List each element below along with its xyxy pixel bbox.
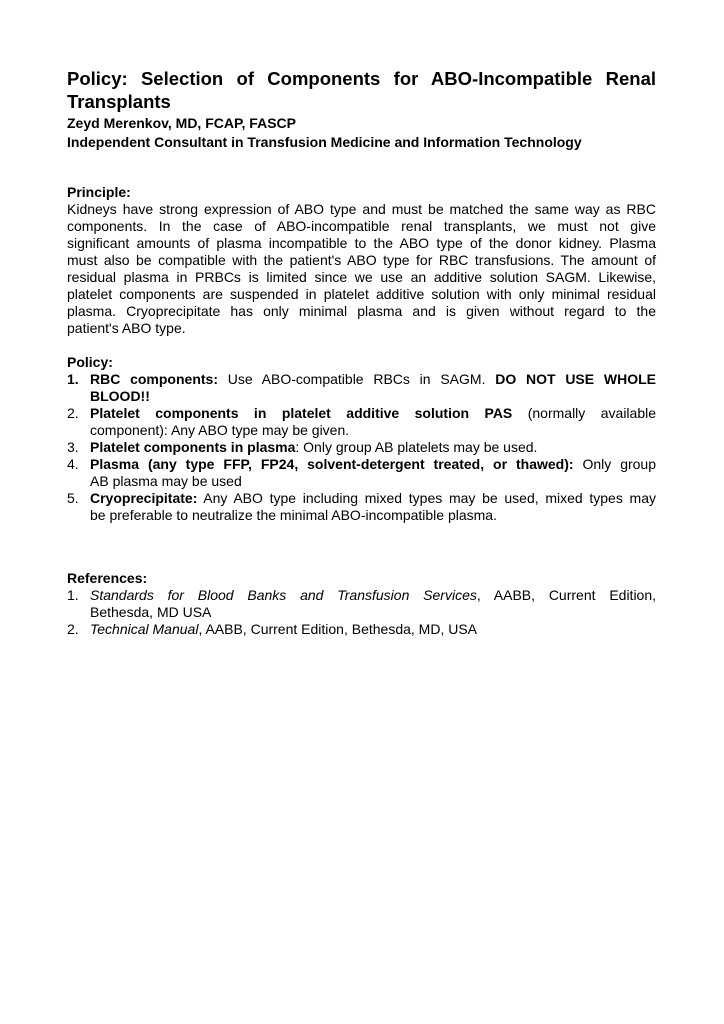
text-segment: Only group (573, 456, 657, 472)
references-heading: References: (67, 570, 148, 586)
text-segment: platelet components are suspended in platelet additive solution with only minimal residual (67, 286, 656, 302)
references-list (67, 587, 656, 638)
document-title (67, 67, 656, 113)
text-line (67, 286, 656, 303)
list-item (67, 456, 656, 490)
text-line (90, 371, 656, 388)
list-item-text (90, 587, 656, 621)
text-line (90, 490, 656, 507)
list-item-text (90, 621, 656, 638)
list-item-text (90, 439, 656, 456)
text-line (90, 439, 656, 456)
text-line (90, 621, 656, 638)
text-line (90, 422, 656, 439)
text-segment: Cryoprecipitate: (90, 490, 198, 506)
text-line (67, 252, 656, 269)
text-segment: BLOOD!! (90, 388, 150, 404)
text-segment: Platelet components in platelet additive solution PAS (90, 405, 513, 421)
text-segment: component): Any ABO type may be given. (90, 422, 350, 438)
text-segment: Bethesda, MD USA (90, 604, 212, 620)
text-line (90, 456, 656, 473)
list-item (67, 371, 656, 405)
principle-paragraph (67, 201, 656, 337)
text-segment: AB plasma may be used (90, 473, 242, 489)
document-content (67, 67, 656, 638)
text-segment: Policy: Selection of Components for ABO-Incompatible Renal (67, 68, 656, 89)
list-item-number: 2. (67, 405, 79, 421)
text-segment: Plasma (any type FFP, FP24, solvent-detergent treated, or thawed): (90, 456, 574, 472)
list-item (67, 587, 656, 621)
text-line (67, 90, 656, 113)
principle-heading: Principle: (67, 184, 131, 200)
list-item (67, 439, 656, 456)
author-affiliation: Independent Consultant in Transfusion Medicine and Information Technology (67, 133, 582, 150)
text-line (90, 405, 656, 422)
list-item-text (90, 456, 656, 490)
text-segment: (normally available (512, 405, 657, 421)
list-item-number: 1. (67, 587, 79, 603)
text-line (67, 269, 656, 286)
list-item (67, 621, 656, 638)
author-block (67, 114, 656, 151)
text-line (67, 303, 656, 320)
text-segment: be preferable to neutralize the minimal ABO-incompatible plasma. (90, 507, 497, 523)
text-segment: , AABB, Current Edition, Bethesda, MD, USA (198, 621, 478, 637)
text-line (90, 587, 656, 604)
list-item-number: 3. (67, 439, 79, 455)
text-segment: Platelet components in plasma (90, 439, 296, 455)
text-segment: DO NOT USE WHOLE (495, 371, 656, 387)
text-segment: Transplants (67, 91, 171, 112)
text-line (67, 235, 656, 252)
text-line (90, 388, 656, 405)
text-segment: Kidneys have strong expression of ABO type and must be matched the same way as RBC (67, 201, 656, 217)
text-segment: must also be compatible with the patient's ABO type for RBC transfusions. The amount of (67, 252, 656, 268)
text-line (67, 201, 656, 218)
text-segment: components. In the case of ABO-incompatible renal transplants, we must not give (67, 218, 656, 234)
text-line (67, 320, 656, 337)
text-segment: , AABB, Current Edition, (476, 587, 657, 603)
text-line (90, 507, 656, 524)
text-segment: plasma. Cryoprecipitate has only minimal plasma and is given without regard to the (67, 303, 656, 319)
list-item-text (90, 371, 656, 405)
text-segment: RBC components: (90, 371, 218, 387)
text-segment: : Only group AB platelets may be used. (295, 439, 538, 455)
list-item (67, 405, 656, 439)
text-segment: significant amounts of plasma incompatible to the ABO type of the donor kidney. Plasma (67, 235, 656, 251)
text-segment: Any ABO type including mixed types may be used, mixed types may (197, 490, 656, 506)
list-item-text (90, 405, 656, 439)
list-item-number: 1. (67, 371, 79, 387)
text-segment: patient's ABO type. (67, 320, 186, 336)
list-item-number: 5. (67, 490, 79, 506)
text-segment: Standards for Blood Banks and Transfusion Services (90, 587, 477, 603)
text-segment: Technical Manual (90, 621, 199, 637)
text-line (90, 604, 656, 621)
list-item-number: 2. (67, 621, 79, 637)
text-line (90, 473, 656, 490)
text-line (67, 67, 656, 90)
policy-heading: Policy: (67, 354, 113, 370)
list-item (67, 490, 656, 524)
text-line (67, 218, 656, 235)
text-segment: residual plasma in PRBCs is limited since we use an additive solution SAGM. Likewise, (67, 269, 656, 285)
list-item-number: 4. (67, 456, 79, 472)
list-item-text (90, 490, 656, 524)
author-name: Zeyd Merenkov, MD, FCAP, FASCP (67, 115, 296, 131)
policy-list (67, 371, 656, 524)
text-segment: Use ABO-compatible RBCs in SAGM. (218, 371, 496, 387)
